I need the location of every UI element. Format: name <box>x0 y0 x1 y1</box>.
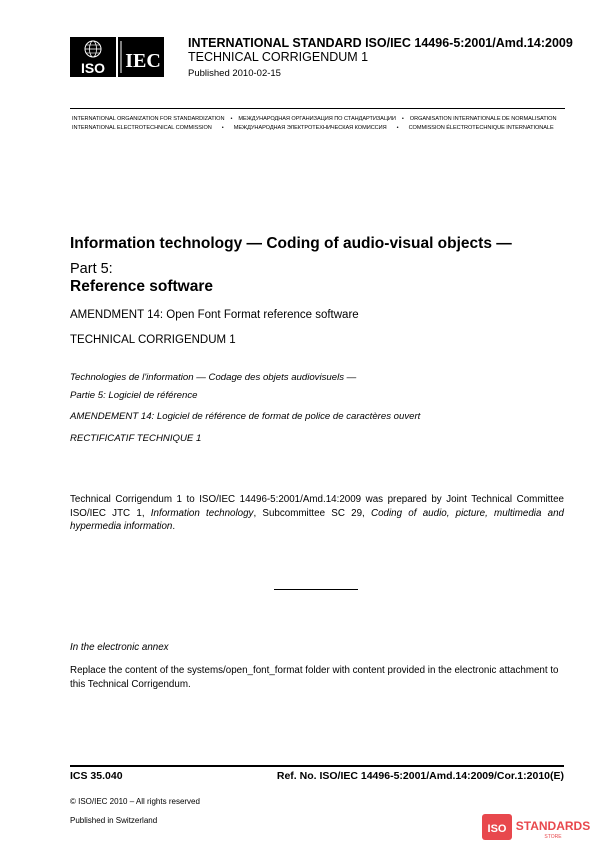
iec-logo <box>118 37 164 77</box>
org-iso-ru: МЕЖДУНАРОДНАЯ ОРГАНИЗАЦИЯ ПО СТАНДАРТИЗАЦИИ <box>238 116 396 122</box>
standard-designation: INTERNATIONAL STANDARD ISO/IEC 14496-5:2001/Amd.14:2009 <box>188 36 573 50</box>
amendment-title: AMENDMENT 14: Open Font Format reference software <box>70 309 359 321</box>
reference-number: Ref. No. ISO/IEC 14496-5:2001/Amd.14:2009/Cor.1:2010(E) <box>276 770 564 782</box>
svg-text:ISO: ISO <box>80 60 106 76</box>
bullet-separator: • <box>230 116 233 122</box>
published-in: Published in Switzerland <box>70 816 158 825</box>
iec-logo-graphic <box>118 37 164 77</box>
header-divider <box>70 108 565 109</box>
annex-instruction: Replace the content of the systems/open_font_format folder with content provided in the electronic attachment to this Technical Corrigendum. <box>70 665 559 690</box>
french-part: Partie 5: Logiciel de référence <box>70 390 198 401</box>
french-amendment: AMENDEMENT 14: Logiciel de référence de format de police de caractères ouvert <box>70 411 421 422</box>
bullet-separator: • <box>396 125 399 131</box>
corrigendum-title: TECHNICAL CORRIGENDUM 1 <box>70 334 236 346</box>
org-iec-fr: COMMISSION ÉLECTROTECHNIQUE INTERNATIONALE <box>408 125 554 131</box>
document-title: Information technology — Coding of audio-visual objects — <box>70 235 512 252</box>
org-iec-ru: МЕЖДУНАРОДНАЯ ЭЛЕКТРОТЕХНИЧЕСКАЯ КОМИССИЯ <box>233 125 387 131</box>
org-iso-en: INTERNATIONAL ORGANIZATION FOR STANDARDIZATION <box>72 116 225 122</box>
svg-text:IEC: IEC <box>125 50 161 72</box>
annex-heading: In the electronic annex <box>70 642 169 653</box>
section-divider <box>274 589 358 590</box>
iso-logo <box>70 37 116 77</box>
org-iso-fr: ORGANISATION INTERNATIONALE DE NORMALISATION <box>409 116 557 122</box>
svg-text:ISO: ISO <box>487 823 507 835</box>
org-iec-en: INTERNATIONAL ELECTROTECHNICAL COMMISSION <box>72 125 212 131</box>
organizations-row-2 <box>72 125 554 131</box>
preparation-paragraph: Technical Corrigendum 1 to ISO/IEC 14496-5:2001/Amd.14:2009 was prepared by Joint Technical Committee ISO/IEC JTC 1, Information technology, Subcommittee SC 29, Coding of audio, picture, multimedia and hypermedia information. <box>70 494 564 532</box>
svg-text:STANDARDS: STANDARDS <box>515 819 591 833</box>
published-date: Published 2010-02-15 <box>188 68 281 79</box>
svg-text:STORE: STORE <box>544 834 562 840</box>
organizations-row-1 <box>72 116 556 122</box>
standards-store-logo <box>482 814 594 840</box>
french-rectificatif: RECTIFICATIF TECHNIQUE 1 <box>70 433 202 444</box>
bullet-separator: • <box>221 125 224 131</box>
corrigendum-label: TECHNICAL CORRIGENDUM 1 <box>188 50 369 64</box>
french-title: Technologies de l'information — Codage des objets audiovisuels — <box>70 372 357 383</box>
bullet-separator: • <box>401 116 404 122</box>
ics-code: ICS 35.040 <box>70 770 123 782</box>
part-title: Reference software <box>70 278 214 295</box>
part-number: Part 5: <box>70 261 113 277</box>
copyright: © ISO/IEC 2010 – All rights reserved <box>70 797 200 806</box>
footer-divider <box>70 765 564 767</box>
iso-logo-graphic <box>70 37 116 77</box>
standards-store-graphic <box>482 814 594 840</box>
